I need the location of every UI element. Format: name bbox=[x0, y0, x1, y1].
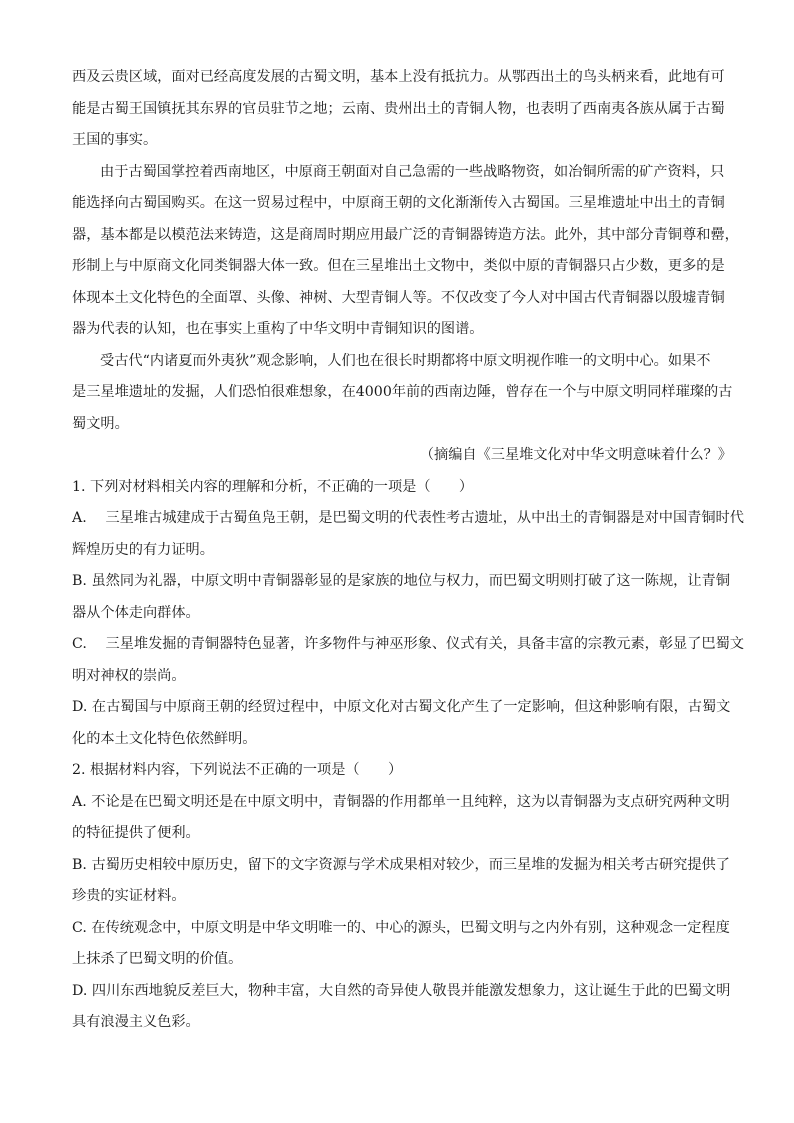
text-line: 能是古蜀王国镇抚其东界的官员驻节之地；云南、贵州出土的青铜人物，也表明了西南夷各族从属于古蜀 bbox=[72, 100, 725, 117]
option-line: 珍贵的实证材料。 bbox=[72, 888, 186, 904]
option-d[interactable] bbox=[72, 976, 732, 1039]
option-c[interactable] bbox=[72, 629, 744, 692]
option-line: D. 在古蜀国与中原商王朝的经贸过程中，中原文化对古蜀文化产生了一定影响，但这种影响有限，古蜀文 bbox=[72, 699, 731, 715]
option-line: D. 四川东西地貌反差巨大，物种丰富，大自然的奇异使人敬畏并能激发想象力，这让诞生于此的巴蜀文明 bbox=[72, 982, 731, 999]
text-line: 体现本土文化特色的全面罩、头像、神树、大型青铜人等。不仅改变了今人对中国古代青铜器以殷墟青铜 bbox=[72, 289, 725, 306]
option-line: 具有浪漫主义色彩。 bbox=[72, 1014, 200, 1030]
option-line: 上抹杀了巴蜀文明的价值。 bbox=[72, 951, 243, 967]
passage-paragraph-1 bbox=[72, 62, 732, 157]
option-line: 化的本土文化特色依然鲜明。 bbox=[72, 730, 257, 747]
source-citation: （摘编自《三星堆文化对中华文明意味着什么？》 bbox=[419, 447, 732, 463]
passage-paragraph-3 bbox=[72, 346, 732, 441]
text-line: 由于古蜀国掌控着西南地区，中原商王朝面对自己急需的一些战略物资，如冶铜所需的矿产资料，只 bbox=[100, 163, 725, 180]
option-line: 辉煌历史的有力证明。 bbox=[72, 541, 214, 558]
option-line: A. 三星堆古城建成于古蜀鱼凫王朝，是巴蜀文明的代表性考古遗址，从中出土的青铜器是对中国青铜时代 bbox=[72, 510, 744, 526]
document-page bbox=[72, 62, 744, 1039]
option-line: B. 虽然同为礼器，中原文明中青铜器彰显的是家族的地位与权力，而巴蜀文明则打破了这一陈规，让青铜 bbox=[72, 573, 730, 589]
option-line: 器从个体走向群体。 bbox=[72, 604, 200, 621]
option-line: B. 古蜀历史相较中原历史，留下的文字资源与学术成果相对较少，而三星堆的发掘为相关考古研究提供了 bbox=[72, 856, 730, 873]
option-line: 明对神权的崇尚。 bbox=[72, 667, 186, 684]
option-b[interactable] bbox=[72, 850, 732, 913]
option-line: 的特征提供了便利。 bbox=[72, 825, 200, 841]
text-line: 王国的事实。 bbox=[72, 132, 158, 148]
passage-paragraph-2 bbox=[72, 157, 739, 346]
text-line: 器为代表的认知，也在事实上重构了中华文明中青铜知识的图谱。 bbox=[72, 321, 484, 337]
option-c[interactable] bbox=[72, 913, 732, 976]
question-1 bbox=[72, 472, 744, 756]
option-line: C. 在传统观念中，中原文明是中华文明唯一的、中心的源头，巴蜀文明与之内外有别，这种观念一定程度 bbox=[72, 919, 730, 936]
question-stem: 1. 下列对材料相关内容的理解和分析，不正确的一项是（ ） bbox=[72, 478, 474, 495]
question-stem: 2. 根据材料内容，下列说法不正确的一项是（ ） bbox=[72, 762, 403, 778]
text-line: 能选择向古蜀国购买。在这一贸易过程中，中原商王朝的文化渐渐传入古蜀国。三星堆遗址中出土的青铜 bbox=[72, 195, 725, 211]
text-line: 西及云贵区域，面对已经高度发展的古蜀文明，基本上没有抵抗力。从鄂西出土的鸟头柄来看，此地有可 bbox=[72, 69, 725, 85]
text-line: 是三星堆遗址的发掘，人们恐怕很难想象，在4000年前的西南边陲，曾存在一个与中原文明同样璀璨的古 bbox=[72, 384, 733, 400]
question-2 bbox=[72, 755, 732, 1039]
option-d[interactable] bbox=[72, 692, 732, 755]
text-line: 器，基本都是以模范法来铸造，这是商周时期应用最广泛的青铜器铸造方法。此外，其中部分青铜尊和罍， bbox=[72, 226, 739, 243]
option-a[interactable] bbox=[72, 503, 744, 566]
text-line: 蜀文明。 bbox=[72, 415, 129, 432]
text-line: 受古代“内诸夏而外夷狄”观念影响，人们也在很长时期都将中原文明视作唯一的文明中心。如果不 bbox=[100, 352, 711, 369]
text-line: 形制上与中原商文化同类铜器大体一致。但在三星堆出土文物中，类似中原的青铜器只占少数，更多的是 bbox=[72, 258, 725, 274]
option-a[interactable] bbox=[72, 787, 732, 850]
option-line: A. 不论是在巴蜀文明还是在中原文明中，青铜器的作用都单一且纯粹，这为以青铜器为支点研究两种文明 bbox=[72, 793, 730, 810]
option-b[interactable] bbox=[72, 566, 732, 629]
option-line: C. 三星堆发掘的青铜器特色显著，许多物件与神巫形象、仪式有关，具备丰富的宗教元素，彰显了巴蜀文 bbox=[72, 636, 744, 652]
